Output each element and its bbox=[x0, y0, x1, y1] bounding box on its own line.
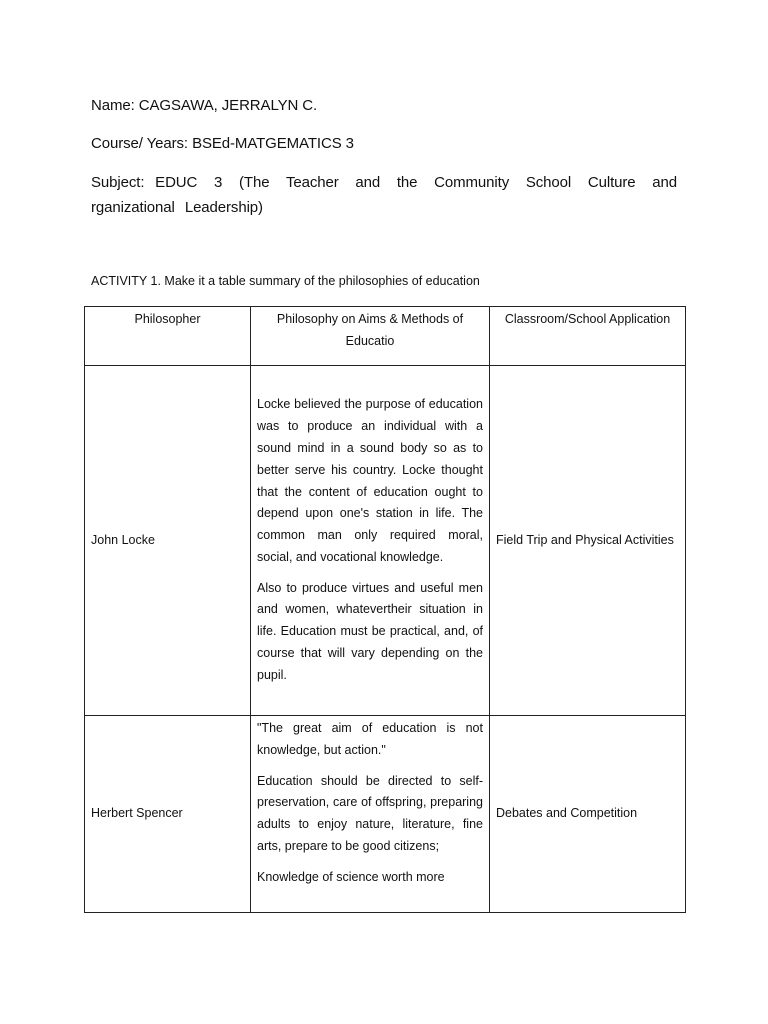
philosopher-cell: John Locke bbox=[85, 366, 251, 716]
philosophy-cell bbox=[251, 366, 490, 716]
table-header-row bbox=[85, 307, 686, 366]
table-row bbox=[85, 366, 686, 716]
course-value: BSEd-MATGEMATICS 3 bbox=[192, 135, 354, 152]
philosophy-paragraph: "The great aim of education is not knowledge, but action." bbox=[257, 721, 483, 757]
application-cell: Debates and Competition bbox=[490, 716, 686, 913]
subject-value: EDUC 3 (The Teacher and the Community School Culture and rganizational Leadership) bbox=[91, 174, 677, 216]
philosopher-cell: Herbert Spencer bbox=[85, 716, 251, 913]
name-line bbox=[91, 94, 677, 118]
philosophy-paragraph: Locke believed the purpose of education was to produce an individual with a sound mind in a sound body so as to better serve his country. Locke thought that the content of education ought to depend upon one's station in life. The common man only required moral, social, and vocational knowledge. bbox=[257, 397, 483, 564]
philosophy-cell bbox=[251, 716, 490, 913]
header-application: Classroom/School Application bbox=[490, 307, 686, 366]
table-row bbox=[85, 716, 686, 913]
name-value: CAGSAWA, JERRALYN C. bbox=[138, 97, 318, 114]
philosophy-cell-clip bbox=[257, 718, 483, 910]
header-philosopher: Philosopher bbox=[85, 307, 251, 366]
subject-line bbox=[91, 170, 677, 220]
course-label: Course/ Years: bbox=[91, 135, 188, 152]
philosophies-table bbox=[84, 306, 686, 913]
philosophy-paragraph: Education should be directed to self-preservation, care of offspring, preparing adults to enjoy nature, literature, fine arts, prepare to be good citizens; bbox=[257, 773, 483, 853]
philosophy-paragraph: Also to produce virtues and useful men and women, whatevertheir situation in life. Education must be practical, and, of course that will vary depending on the pupil. bbox=[257, 580, 483, 682]
name-label: Name: bbox=[91, 97, 135, 114]
activity-instruction: ACTIVITY 1. Make it a table summary of the philosophies of education bbox=[91, 274, 480, 288]
philosophy-paragraph: Knowledge of science worth more bbox=[257, 869, 445, 884]
subject-label: Subject: bbox=[91, 174, 145, 191]
course-line bbox=[91, 132, 677, 156]
application-cell: Field Trip and Physical Activities bbox=[490, 366, 686, 716]
header-philosophy: Philosophy on Aims & Methods of Educatio bbox=[251, 307, 490, 366]
